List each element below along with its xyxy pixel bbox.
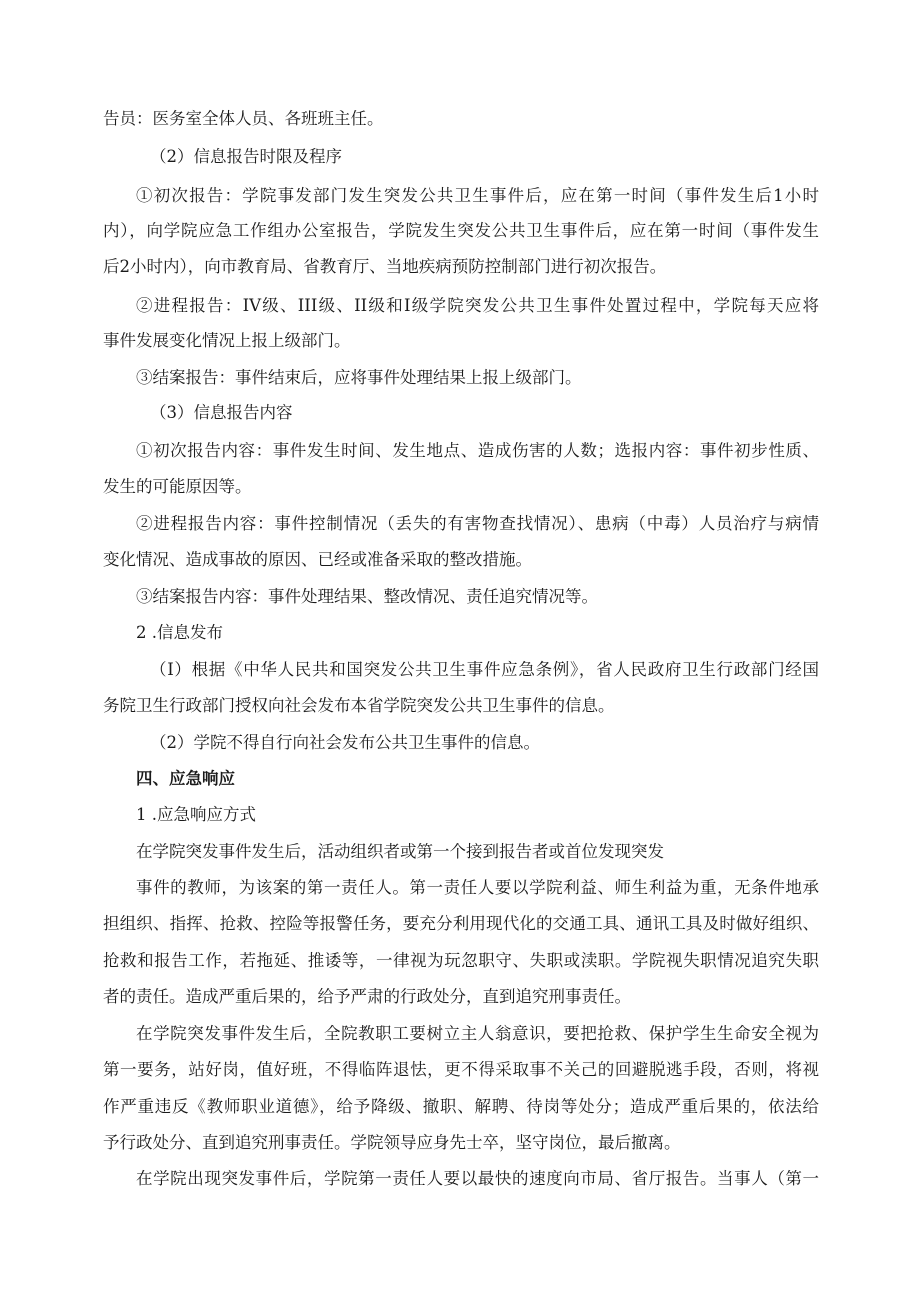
paragraph-line: ②进程报告：IV级、III级、II级和I级学院突发公共卫生事件处置过程中，学院每天应将 [136, 296, 819, 315]
paragraph-line: 发生的可能原因等。 [103, 477, 252, 496]
paragraph-line: 在学院突发事件发生后，全院教职工要树立主人翁意识，要把抢救、保护学生生命安全视为 [136, 1024, 819, 1043]
paragraph-line: 予行政处分、直到追究刑事责任。学院领导应身先士卒，坚守岗位，最后撤离。 [103, 1133, 681, 1152]
subheading: （3）信息报告内容 [150, 403, 293, 422]
paragraph-line: 内），向学院应急工作组办公室报告，学院发生突发公共卫生事件后，应在第一时间（事件发生 [103, 221, 819, 240]
paragraph-line: ②进程报告内容：事件控制情况（丢失的有害物查找情况）、患病（中毒）人员治疗与病情 [136, 514, 819, 533]
paragraph-line: 担组织、指挥、抢救、控险等报警任务，要充分利用现代化的交通工具、通讯工具及时做好组织、 [103, 914, 819, 933]
paragraph-line: 事件发展变化情况上报上级部门。 [103, 331, 351, 350]
paragraph-line: 抢救和报告工作，若拖延、推诿等，一律视为玩忽职守、失职或渎职。学院视失职情况追究失职 [103, 951, 819, 970]
paragraph-line: （2）学院不得自行向社会发布公共卫生事件的信息。 [150, 733, 540, 752]
paragraph-line: 变化情况、造成事故的原因、已经或准备采取的整改措施。 [103, 550, 532, 569]
section-heading: 1 .应急响应方式 [136, 805, 256, 824]
text-line: 告员：医务室全体人员、各班班主任。 [103, 109, 384, 128]
paragraph-line: 在学院出现突发事件后，学院第一责任人要以最快的速度向市局、省厅报告。当事人（第一 [136, 1169, 819, 1188]
paragraph-line: （I）根据《中华人民共和国突发公共卫生事件应急条例》，省人民政府卫生行政部门经国 [150, 660, 819, 679]
paragraph-line: 务院卫生行政部门授权向社会发布本省学院突发公共卫生事件的信息。 [103, 696, 615, 715]
paragraph-line: 作严重违反《教师职业道德》，给予降级、撤职、解聘、待岗等处分；造成严重后果的，依法给 [103, 1097, 819, 1116]
subheading: （2）信息报告时限及程序 [150, 147, 342, 166]
chapter-heading: 四、应急响应 [136, 769, 235, 788]
paragraph-line: 在学院突发事件发生后，活动组织者或第一个接到报告者或首位发现突发 [136, 842, 664, 861]
paragraph-line: ①初次报告内容：事件发生时间、发生地点、造成伤害的人数；选报内容：事件初步性质、 [136, 441, 819, 460]
paragraph-line: ③结案报告：事件结束后，应将事件处理结果上报上级部门。 [136, 368, 582, 387]
paragraph-line: ①初次报告：学院事发部门发生突发公共卫生事件后，应在第一时间（事件发生后1小时 [136, 186, 819, 205]
paragraph-line: 后2小时内），向市教育局、省教育厅、当地疾病预防控制部门进行初次报告。 [103, 257, 667, 276]
section-heading: 2 .信息发布 [136, 623, 223, 642]
paragraph-line: 事件的教师，为该案的第一责任人。第一责任人要以学院利益、师生利益为重，无条件地承 [136, 878, 819, 897]
paragraph-line: 者的责任。造成严重后果的，给予严肃的行政处分，直到追究刑事责任。 [103, 987, 631, 1006]
paragraph-line: 第一要务，站好岗，值好班，不得临阵退怯，更不得采取事不关己的回避脱逃手段，否则，将视 [103, 1060, 819, 1079]
paragraph-line: ③结案报告内容：事件处理结果、整改情况、责任追究情况等。 [136, 587, 598, 606]
